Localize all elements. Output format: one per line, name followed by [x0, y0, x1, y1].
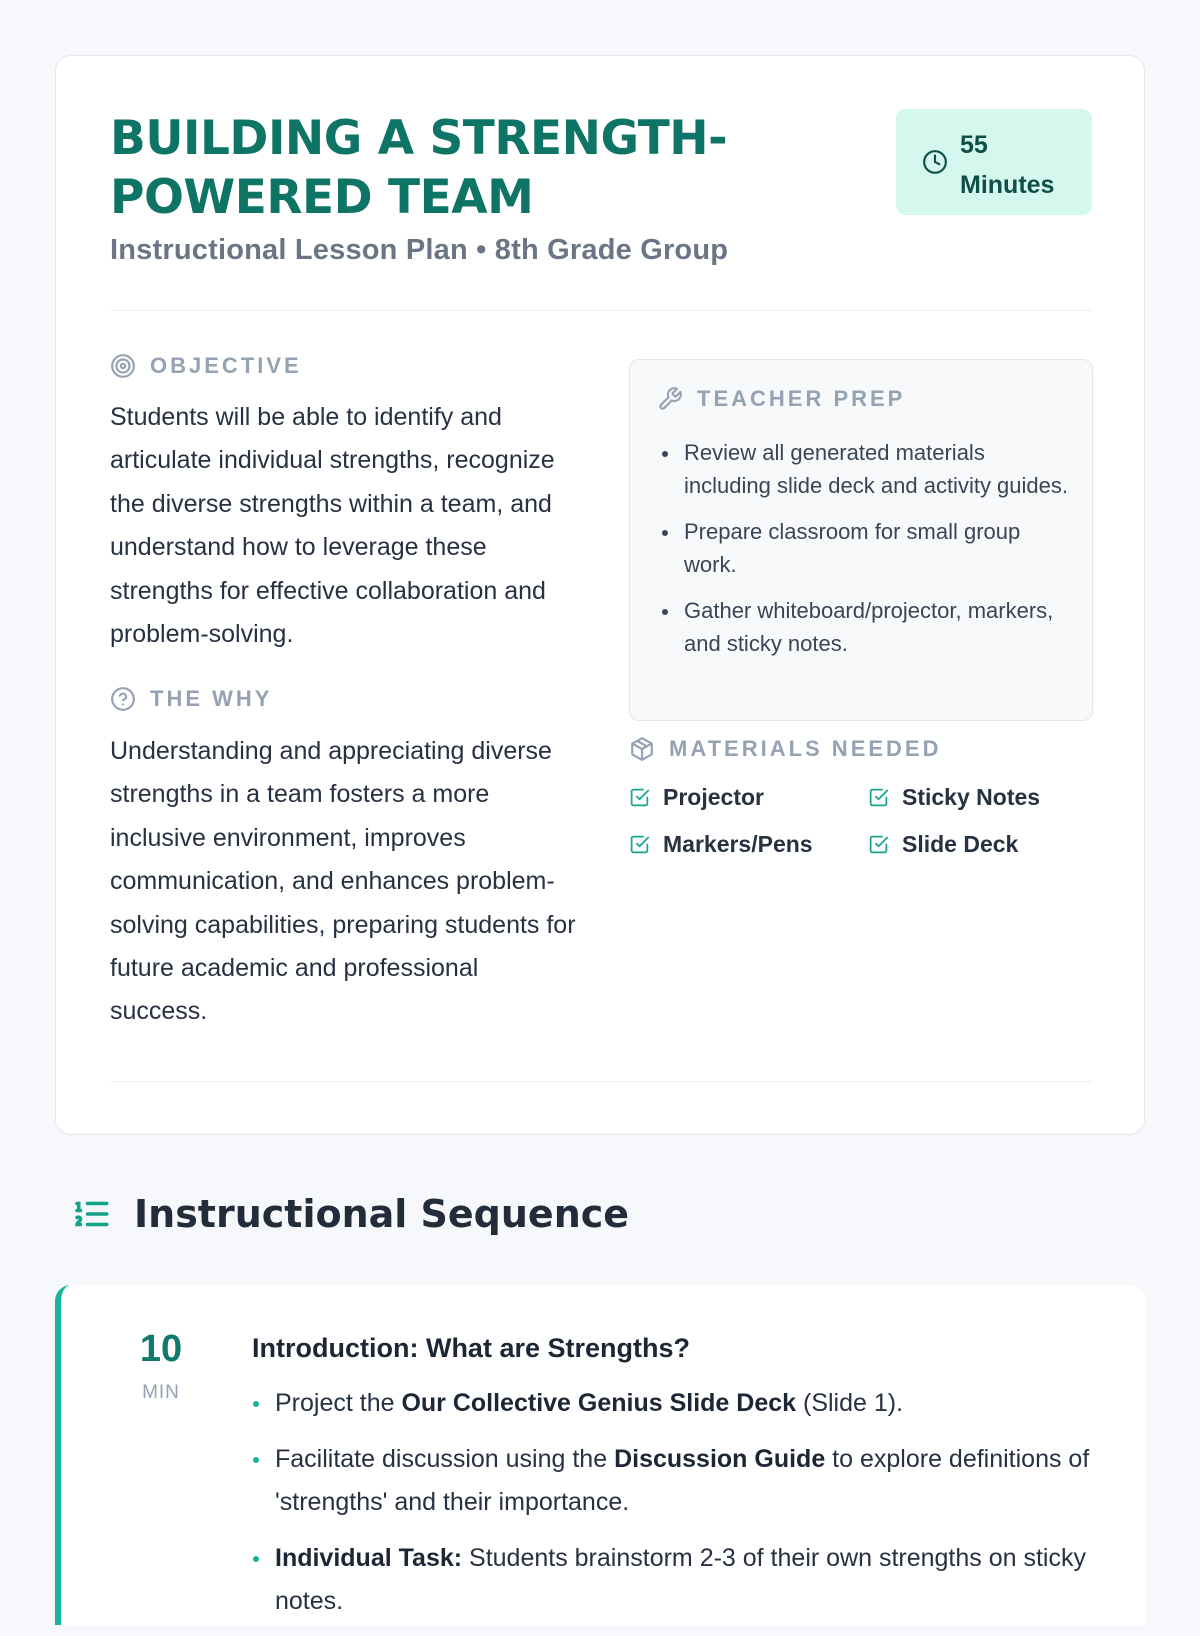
bullet-text: Students brainstorm 2-3 of their own strengths on sticky notes. — [275, 1544, 1086, 1615]
material-item — [629, 784, 764, 811]
step-title: Introduction: What are Strengths? — [252, 1333, 690, 1363]
objective-heading — [110, 353, 302, 379]
list-item — [252, 1438, 1112, 1524]
objective-text: Students will be able to identify and articulate individual strengths, recognize the diverse strengths within a team, and understand how to leverage these strengths for effective collaboration and problem-solving. — [110, 403, 555, 649]
lesson-title: BUILDING A STRENGTH-POWERED TEAM — [110, 111, 728, 225]
lesson-overview-card — [55, 55, 1145, 1135]
bullet-text: Facilitate discussion using the — [275, 1445, 615, 1473]
materials-heading-label: MATERIALS NEEDED — [669, 736, 942, 761]
list-item — [252, 1537, 1112, 1623]
duration-badge — [896, 109, 1092, 215]
help-circle-icon — [110, 686, 136, 712]
step-duration: 10 — [139, 1328, 183, 1370]
target-icon — [110, 353, 136, 379]
objective-heading-label: OBJECTIVE — [150, 353, 302, 378]
why-heading — [110, 686, 272, 712]
why-heading-label: THE WHY — [150, 686, 273, 711]
bullet-text: Project the — [275, 1389, 402, 1417]
duration-text — [960, 125, 1080, 205]
material-label: Sticky Notes — [902, 784, 1041, 810]
teacher-prep-list — [656, 436, 1076, 673]
why-text: Understanding and appreciating diverse strengths in a team fosters a more inclusive environment, improves communication, and enhances problem-solving capabilities, preparing students for future academic and professional success. — [110, 737, 576, 1026]
list-item: Gather whiteboard/projector, markers, and sticky notes. — [656, 594, 1076, 660]
teacher-prep-panel — [629, 359, 1093, 721]
check-square-icon — [629, 787, 650, 808]
teacher-prep-heading-label: TEACHER PREP — [697, 386, 906, 411]
materials-heading — [629, 736, 942, 762]
list-item: Review all generated materials including slide deck and activity guides. — [656, 436, 1076, 502]
bullet-emphasis: Our Collective Genius Slide Deck — [401, 1389, 797, 1417]
material-label: Slide Deck — [902, 831, 1019, 857]
check-square-icon — [868, 787, 889, 808]
step-duration-unit: MIN — [142, 1382, 180, 1403]
step-activity-list — [252, 1382, 1112, 1636]
teacher-prep-heading — [657, 386, 905, 412]
package-icon — [629, 736, 655, 762]
material-label: Markers/Pens — [663, 831, 813, 857]
lesson-subtitle: Instructional Lesson Plan • 8th Grade Group — [110, 234, 729, 266]
ordered-list-icon — [70, 1193, 112, 1235]
material-item — [868, 831, 1018, 858]
duration-unit: Minutes — [960, 171, 1055, 199]
duration-value: 55 — [960, 131, 988, 159]
list-item — [252, 1382, 1112, 1425]
divider — [110, 310, 1092, 311]
material-item — [629, 831, 813, 858]
sequence-heading — [70, 1192, 629, 1236]
sequence-step-card — [55, 1285, 1145, 1625]
wrench-icon — [657, 386, 683, 412]
bullet-emphasis: Individual Task: — [275, 1544, 463, 1572]
bullet-emphasis: Discussion Guide — [614, 1445, 826, 1473]
list-item: Prepare classroom for small group work. — [656, 515, 1076, 581]
material-item — [868, 784, 1040, 811]
check-square-icon — [868, 834, 889, 855]
divider — [110, 1081, 1092, 1082]
clock-icon — [922, 149, 948, 175]
bullet-text: to explore definitions of 'strengths' and their importance. — [275, 1445, 1090, 1516]
bullet-text: (Slide 1). — [796, 1389, 904, 1417]
sequence-title: Instructional Sequence — [134, 1192, 630, 1236]
check-square-icon — [629, 834, 650, 855]
material-label: Projector — [663, 784, 764, 810]
